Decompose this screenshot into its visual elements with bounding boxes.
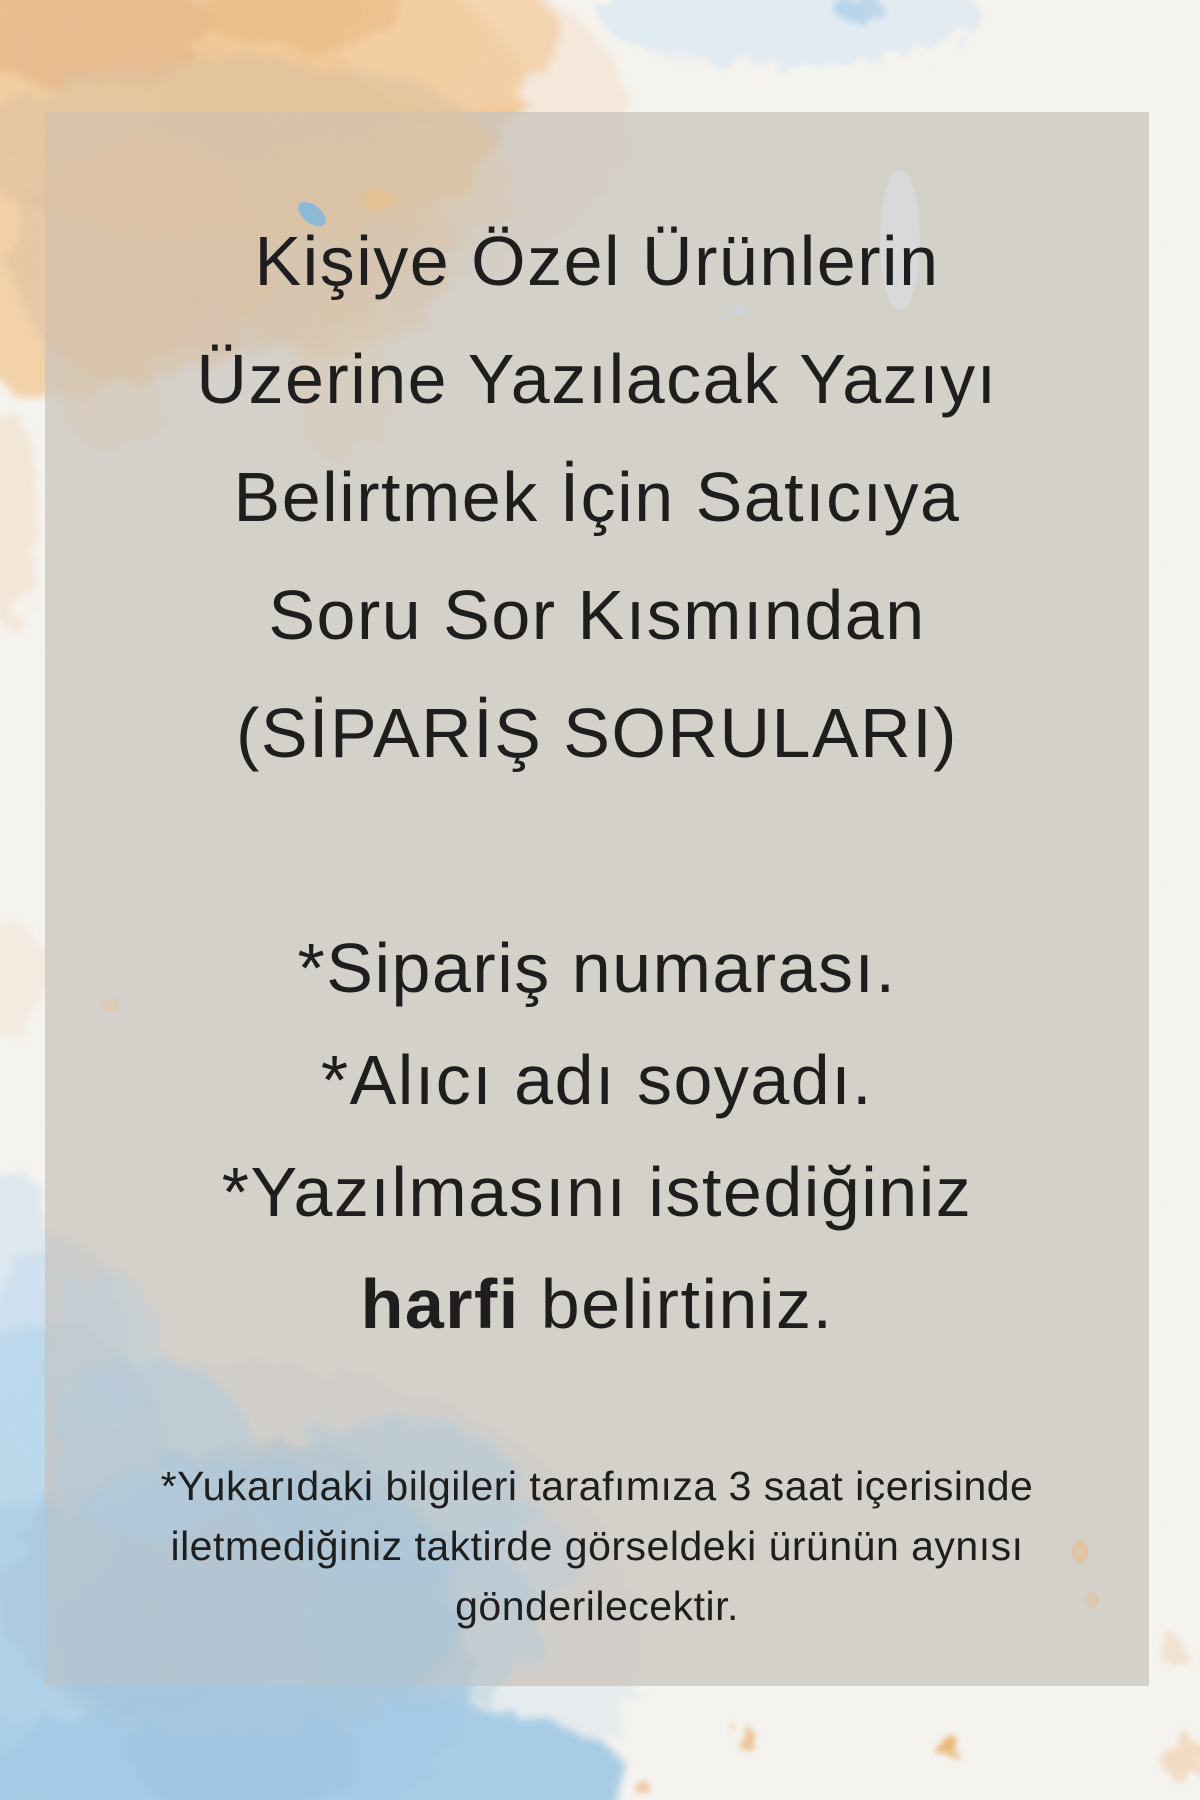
bold-word: harfi [360, 1265, 520, 1343]
list-line: *Alıcı adı soyadı. [320, 1041, 874, 1119]
list-line: *Yazılmasını istediğiniz [221, 1153, 973, 1231]
heading-line: Soru Sor Kısmından [268, 576, 926, 654]
footnote-line: *Yukarıdaki bilgileri tarafımıza 3 saat içerisinde [160, 1463, 1034, 1509]
footnote-line: gönderilecektir. [455, 1583, 739, 1629]
heading-block [45, 202, 1149, 792]
footnote-block [45, 1456, 1149, 1636]
heading-line: Belirtmek İçin Satıcıya [233, 458, 961, 536]
heading-line: (SİPARİŞ SORULARI) [236, 694, 958, 772]
bold-line-rest: belirtiniz. [519, 1265, 834, 1343]
footnote-line: iletmediğiniz taktirde görseldeki ürünün aynısı [170, 1523, 1024, 1569]
list-line: *Sipariş numarası. [297, 929, 897, 1007]
heading-line: Kişiye Özel Ürünlerin [254, 222, 940, 300]
order-info-list [45, 912, 1149, 1360]
list-line-emphasis [45, 1248, 1149, 1360]
heading-line: Üzerine Yazılacak Yazıyı [196, 340, 998, 418]
